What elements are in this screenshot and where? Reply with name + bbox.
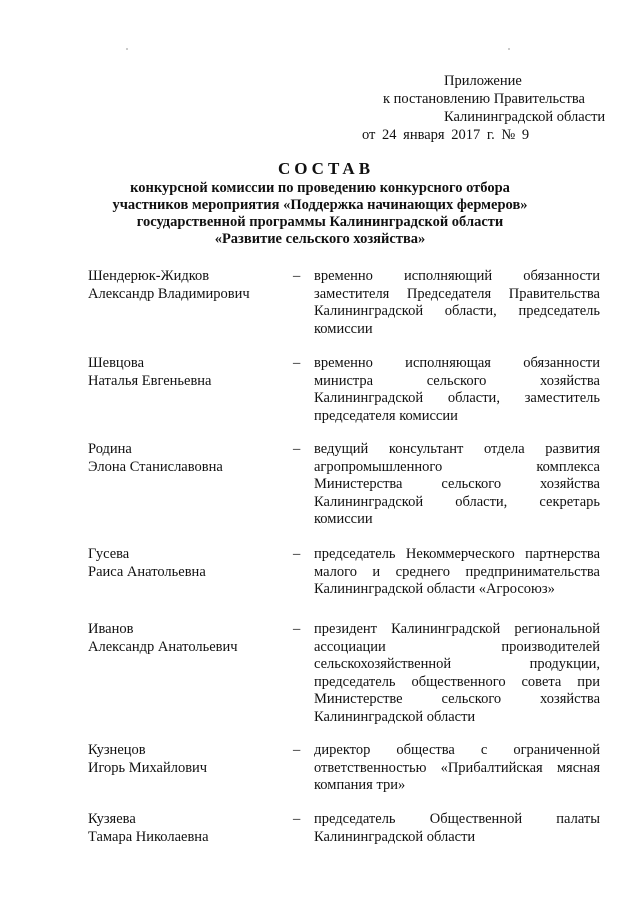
member-role: директор общества с ограниченной ответственностью «Прибалтийская мясная компания три»	[314, 742, 600, 793]
member-surname: Родина	[88, 441, 132, 457]
member-name	[88, 546, 288, 581]
dash-separator: –	[293, 742, 301, 758]
member-surname: Иванов	[88, 621, 134, 637]
member-role: временно исполняющий обязанности заместителя Председателя Правительства Калининградской области, председатель комиссии	[314, 268, 600, 337]
member-role: председатель Общественной палаты Калининградской области	[314, 811, 600, 845]
dash-separator: –	[293, 811, 301, 827]
member-role: временно исполняющая обязанности министра сельского хозяйства Калининградской области, заместитель председателя комиссии	[314, 355, 600, 424]
member-surname: Кузяева	[88, 811, 136, 827]
dash-separator: –	[293, 546, 301, 562]
subtitle-line: «Развитие сельского хозяйства»	[214, 231, 426, 247]
member-given-name: Игорь Михайлович	[88, 759, 208, 776]
member-given-name: Александр Анатольевич	[88, 638, 238, 655]
scan-speck	[126, 48, 128, 50]
member-name	[88, 621, 288, 656]
member-role: президент Калининградской региональной ассоциации производителей сельскохозяйственной продукции, председатель общественного совета при Министерстве сельского хозяйства Калининградской области	[314, 621, 600, 725]
dash-separator: –	[293, 621, 301, 637]
member-given-name: Наталья Евгеньевна	[88, 372, 212, 389]
member-name	[88, 268, 288, 303]
dash-separator: –	[293, 441, 301, 457]
appendix-region: Калининградской области	[444, 109, 606, 125]
member-given-name: Тамара Николаевна	[88, 828, 209, 845]
member-name	[88, 742, 288, 777]
appendix-date-number: от 24 января 2017 г. № 9	[362, 127, 530, 143]
member-surname: Шендерюк-Жидков	[88, 268, 210, 284]
member-role: ведущий консультант отдела развития агропромышленного комплекса Министерства сельского хозяйства Калининградской области, секретарь комиссии	[314, 441, 600, 527]
member-role: председатель Некоммерческого партнерства малого и среднего предпринимательства Калининградской области «Агросоюз»	[314, 546, 600, 597]
subtitle-line: участников мероприятия «Поддержка начинающих фермеров»	[112, 197, 528, 213]
member-given-name: Раиса Анатольевна	[88, 563, 206, 580]
subtitle-line: конкурсной комиссии по проведению конкурсного отбора	[130, 180, 510, 196]
dash-separator: –	[293, 268, 301, 284]
member-name	[88, 355, 288, 390]
member-name	[88, 441, 288, 476]
appendix-label: Приложение	[444, 73, 522, 89]
subtitle-line: государственной программы Калининградской области	[136, 214, 504, 230]
member-surname: Кузнецов	[88, 742, 146, 758]
scan-speck	[508, 48, 510, 50]
document-title: СОСТАВ	[277, 159, 375, 178]
member-name	[88, 811, 288, 846]
member-given-name: Элона Станиславовна	[88, 458, 223, 475]
document-heading	[0, 158, 640, 248]
member-surname: Шевцова	[88, 355, 145, 371]
member-given-name: Александр Владимирович	[88, 285, 250, 302]
dash-separator: –	[293, 355, 301, 371]
member-surname: Гусева	[88, 546, 130, 562]
appendix-reference: к постановлению Правительства	[383, 91, 585, 107]
